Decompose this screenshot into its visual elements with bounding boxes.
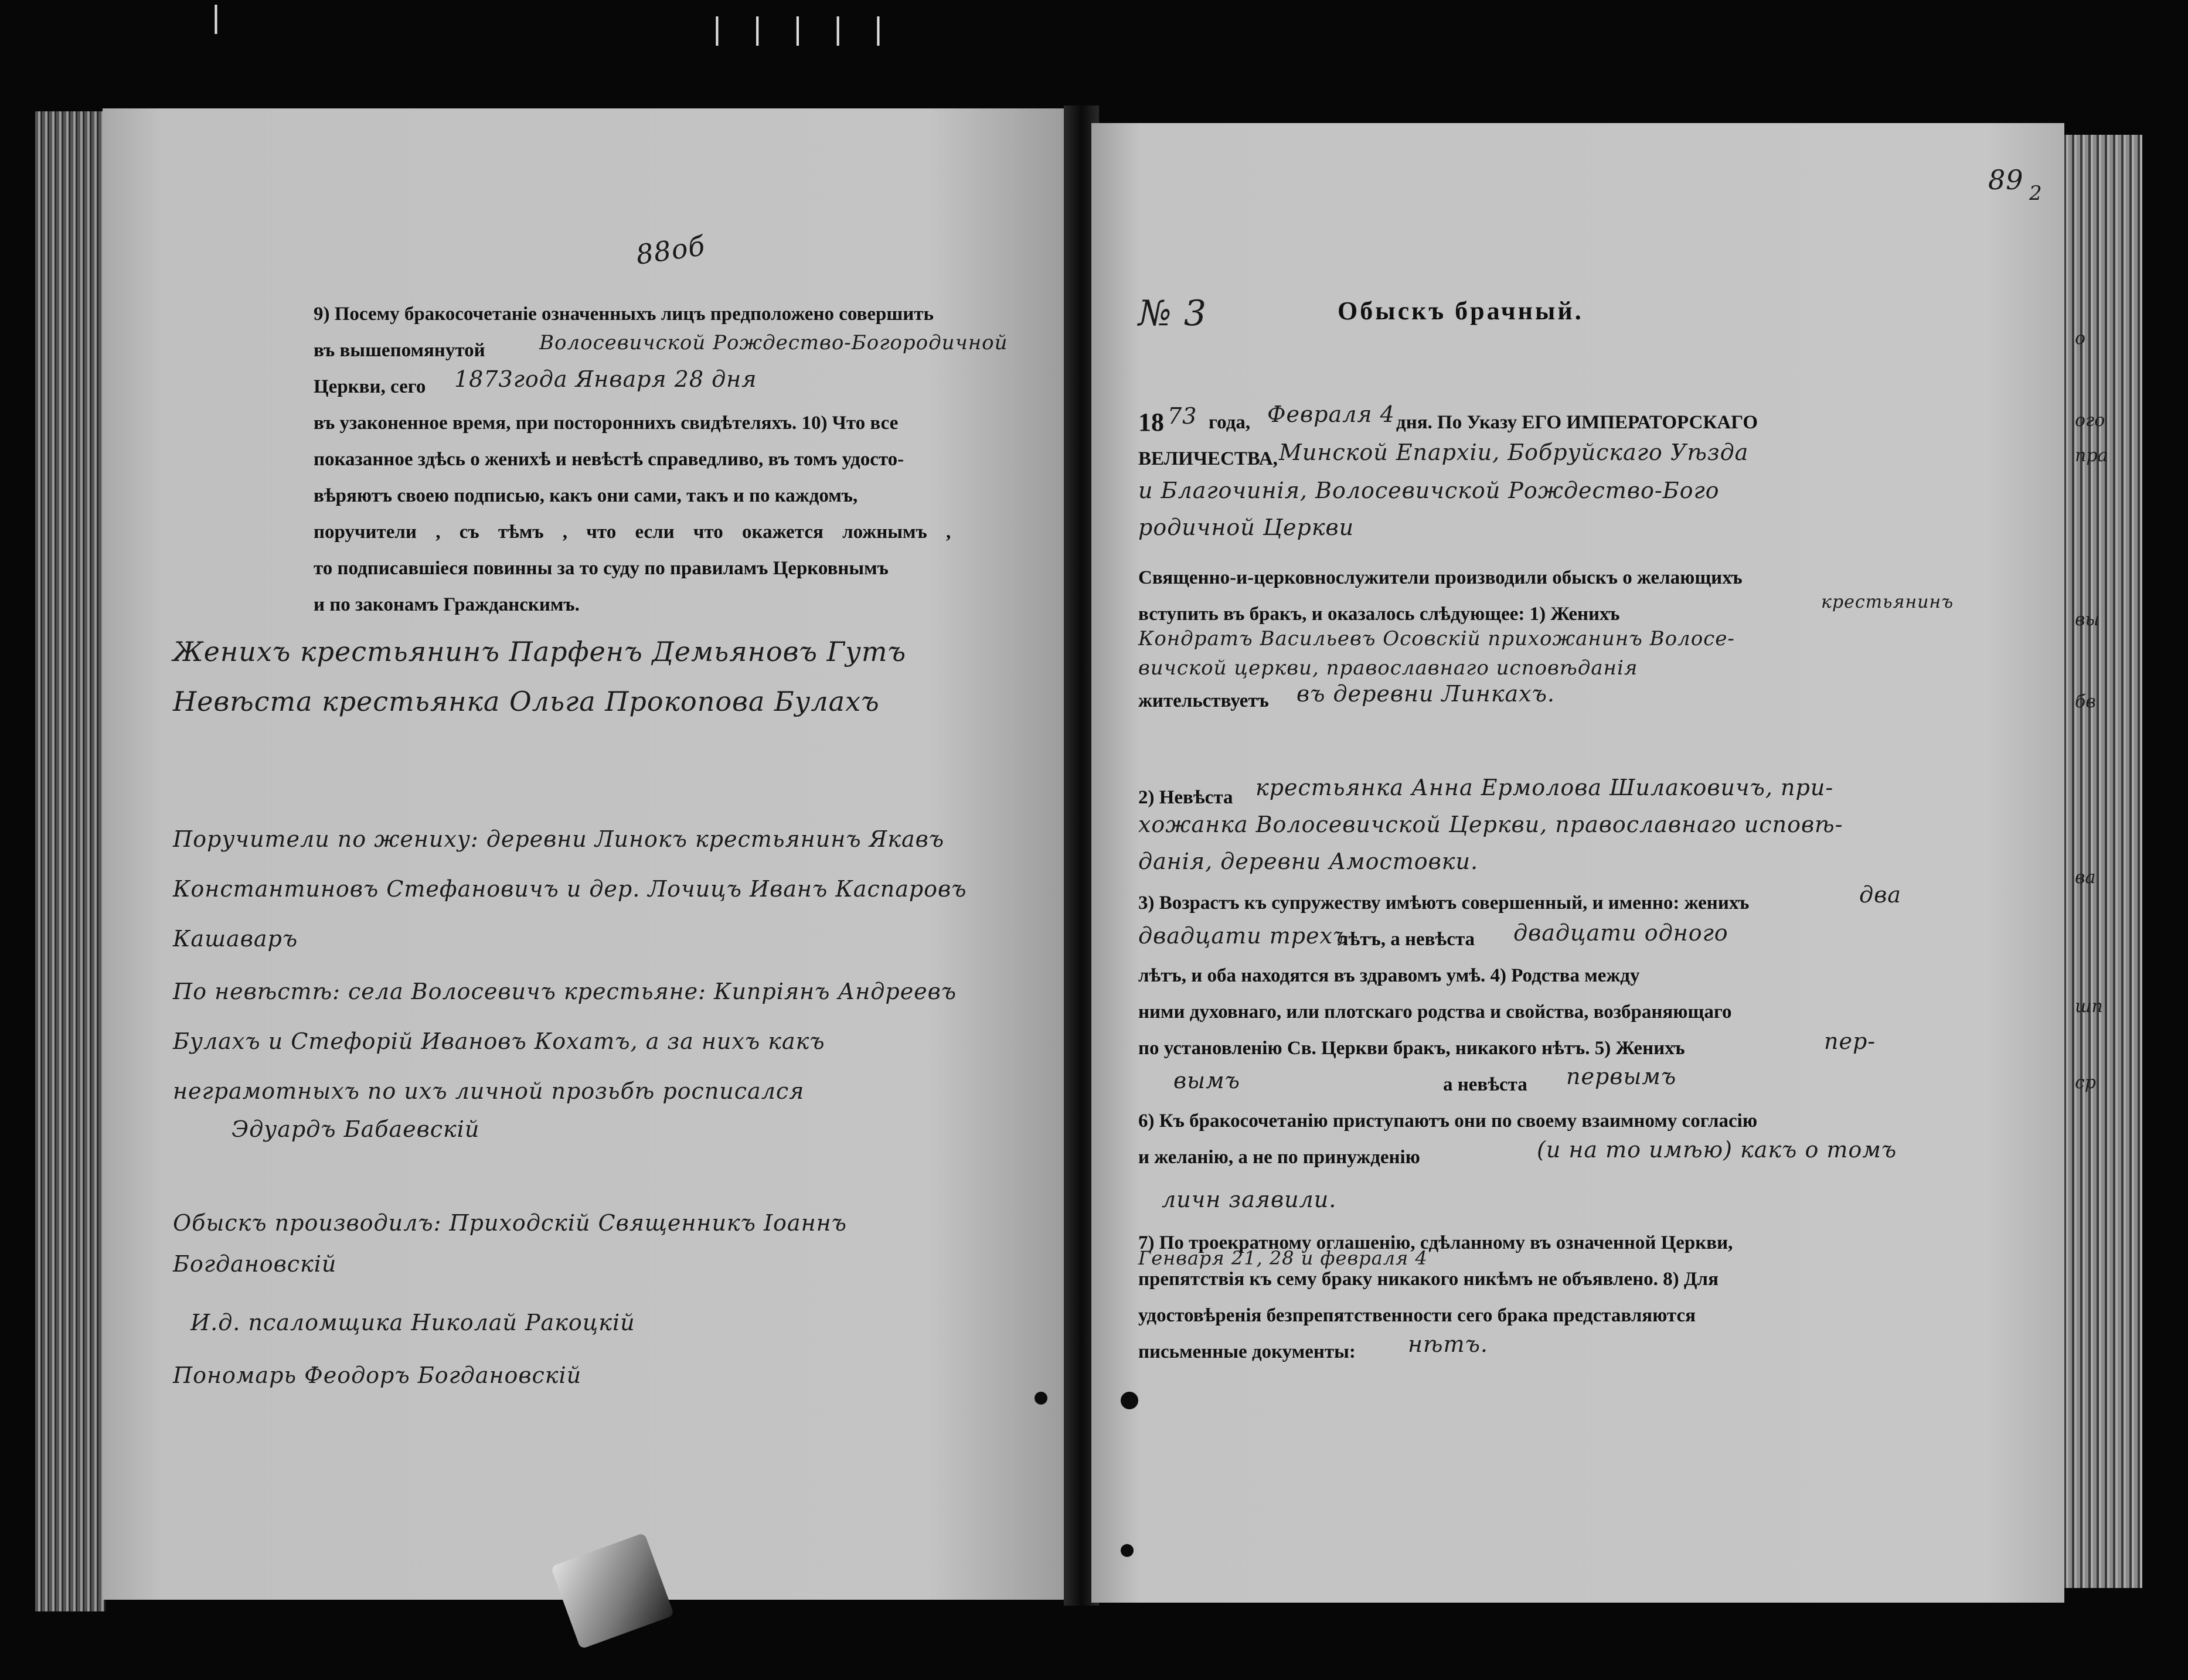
- guarantors-groom-line1: Поручители по жениху: деревни Линокъ крестьянинъ Якавъ: [173, 826, 945, 852]
- intro-month-hand: Февраля 4: [1267, 401, 1395, 427]
- diocese-hand: Минской Епархіи, Бобруйскаго Уѣзда: [1279, 439, 1749, 465]
- left-page-edges: [35, 111, 106, 1611]
- bride-hand-3: данія, деревни Амостовки.: [1138, 848, 1479, 874]
- banns-line4: письменные документы:: [1138, 1341, 1356, 1362]
- guarantors-bride-line4: Эдуардъ Бабаевскій: [232, 1116, 480, 1142]
- guarantors-groom-line3: Кашаваръ: [173, 926, 298, 952]
- groom-residence-prefix: жительствуетъ: [1138, 690, 1269, 711]
- item9-line2-prefix: въ вышепомянутой: [314, 340, 485, 361]
- age-line4: ними духовнаго, или плотскаго родства и свойства, возбраняющаго: [1138, 1001, 1732, 1023]
- item10-line8: то подписавшіеся повинны за то суду по правиламъ Церковнымъ: [314, 558, 889, 579]
- intro-year-word: года,: [1209, 412, 1251, 433]
- item10-line6: вѣряютъ своею подписью, какъ они сами, такъ и по каждомъ,: [314, 485, 858, 506]
- age-line1-hand: два: [1859, 882, 1901, 908]
- margin-note-7: шп: [2075, 996, 2103, 1017]
- right-page-edges: [2060, 135, 2142, 1588]
- age-line6-mid: а невѣста: [1443, 1074, 1527, 1095]
- binding-hole: [1035, 1392, 1047, 1405]
- age-groom-hand: двадцати трехъ: [1138, 923, 1349, 949]
- officiant-line2: Богдановскій: [173, 1251, 337, 1277]
- item9-church-hand: Волосевичской Рождество-Богородичной: [539, 331, 1008, 355]
- banns-line3: удостовѣренія безпрепятственности сего брака представляются: [1138, 1305, 1696, 1326]
- item9-line1: 9) Посему бракосочетаніе означенныхъ лицъ предположено совершить: [314, 304, 934, 325]
- margin-note-4: вы: [2075, 609, 2099, 630]
- item10-line7: поручители , съ тѣмъ , что если что окажется ложнымъ ,: [314, 522, 951, 543]
- bride-prefix: 2) Невѣста: [1138, 787, 1233, 808]
- groom-intro: вступить въ бракъ, и оказалось слѣдующее: 1) Женихъ: [1138, 604, 1620, 625]
- officiant-line1: Обыскъ производилъ: Приходскій Священникъ Іоаннъ: [173, 1210, 847, 1236]
- left-folio-number: 88об: [634, 230, 707, 271]
- right-page: [1091, 123, 2064, 1603]
- groom-signature: Женихъ крестьянинъ Парфенъ Демьяновъ Гутъ: [173, 636, 907, 667]
- margin-note-8: ср: [2075, 1072, 2097, 1093]
- binding-hole-bottom: [1121, 1544, 1134, 1557]
- bride-hand-1: крестьянка Анна Ермолова Шилаковичъ, при-: [1255, 775, 1834, 800]
- left-page: [103, 108, 1073, 1600]
- age-line3: лѣтъ, и оба находятся въ здравомъ умѣ. 4) Родства между: [1138, 965, 1640, 986]
- margin-note-6: ва: [2075, 867, 2096, 888]
- right-folio-suffix: 2: [2029, 182, 2043, 205]
- church-hand: родичной Церкви: [1138, 514, 1355, 540]
- consent-line2: и желанію, а не по принужденію: [1138, 1147, 1420, 1168]
- consent-line2-hand: (и на то имѣю) какъ о томъ: [1537, 1137, 1897, 1163]
- banns-line1: 7) По троекратному оглашенію, сдѣланному въ означенной Церкви,: [1138, 1232, 1733, 1253]
- item9-date-hand: 1873года Января 28 дня: [454, 366, 757, 392]
- banns-line2: препятствія къ сему браку никакого никѣмъ не объявлено. 8) Для: [1138, 1269, 1719, 1290]
- margin-note-5: бв: [2075, 691, 2096, 712]
- age-line5: по установленію Св. Церкви бракъ, никакого нѣтъ. 5) Женихъ: [1138, 1038, 1685, 1059]
- record-title: Обыскъ брачный.: [1338, 297, 1584, 325]
- age-line5-hand: пер-: [1824, 1028, 1876, 1054]
- age-line6-hand1: вымъ: [1173, 1068, 1240, 1093]
- bride-hand-2: хожанка Волосевичской Церкви, православнаго исповѣ-: [1138, 812, 1843, 837]
- intro-year-hand: 73: [1168, 403, 1197, 429]
- item9-line3-prefix: Церкви, сего: [314, 376, 426, 397]
- consent-line1: 6) Къ бракосочетанію приступаютъ они по своему взаимному согласію: [1138, 1110, 1758, 1132]
- top-center-ticks: | | | | |: [712, 12, 894, 46]
- majesty-line: ВЕЛИЧЕСТВА,: [1138, 448, 1278, 469]
- age-line6-hand2: первымъ: [1566, 1064, 1677, 1089]
- intro-rest: дня. По Указу ЕГО ИМПЕРАТОРСКАГО: [1396, 412, 1758, 433]
- groom-estate-hand: крестьянинъ: [1821, 592, 1954, 612]
- age-line2-mid: лѣтъ, а невѣста: [1338, 929, 1475, 950]
- groom-name-hand: Кондратъ Васильевъ Осовскій прихожанинъ Волосе-: [1138, 627, 1735, 650]
- sexton-signature: Пономарь Феодоръ Богдановскій: [173, 1362, 582, 1388]
- item9-line4: въ узаконенное время, при постороннихъ свидѣтеляхъ. 10) Что все: [314, 413, 899, 434]
- age-bride-hand: двадцати одного: [1513, 920, 1728, 946]
- psalmist-signature: И.д. псаломщика Николай Ракоцкій: [190, 1310, 635, 1335]
- intro-year-prefix: 18: [1138, 408, 1164, 437]
- record-number: № 3: [1138, 293, 1207, 334]
- groom-faith-hand: вичской церкви, православнаго исповѣданія: [1138, 656, 1638, 680]
- guarantors-bride-line1: По невѣстѣ: села Волосевичъ крестьяне: Кипріянъ Андреевъ: [173, 979, 957, 1004]
- guarantors-groom-line2: Константиновъ Стефановичъ и дер. Лочицъ Иванъ Каспаровъ: [173, 876, 967, 902]
- item10-line9: и по законамъ Гражданскимъ.: [314, 594, 580, 615]
- deanery-hand: и Благочинія, Волосевичской Рождество-Бого: [1138, 478, 1720, 503]
- guarantors-bride-line2: Булахъ и Стефорій Ивановъ Кохатъ, а за нихъ какъ: [173, 1028, 825, 1054]
- clergy-line: Священно-и-церковнослужители производили обыскъ о желающихъ: [1138, 567, 1743, 588]
- bride-signature: Невѣста крестьянка Ольга Прокопова Булахъ: [173, 686, 880, 717]
- banns-dates-hand: Генваря 21, 28 и февраля 4: [1138, 1247, 1428, 1269]
- guarantors-bride-line3: неграмотныхъ по ихъ личной прозьбѣ росписался: [173, 1078, 805, 1104]
- right-folio-number: 89: [1988, 164, 2024, 196]
- age-line1: 3) Возрастъ къ супружеству имѣютъ совершенный, и именно: женихъ: [1138, 892, 1750, 914]
- consent-line3-hand: личн заявили.: [1162, 1187, 1337, 1212]
- groom-residence-hand: въ деревни Линкахъ.: [1297, 681, 1556, 707]
- margin-note-1: о: [2075, 328, 2086, 349]
- margin-note-2: ого: [2075, 410, 2105, 431]
- item10-line5: показанное здѣсь о женихѣ и невѣстѣ справедливо, въ томъ удосто-: [314, 449, 904, 470]
- top-left-tick: |: [211, 0, 221, 34]
- banns-line4-hand: нѣтъ.: [1408, 1331, 1488, 1357]
- binding-hole-top: [1121, 1392, 1138, 1409]
- margin-note-3: пра: [2075, 445, 2108, 466]
